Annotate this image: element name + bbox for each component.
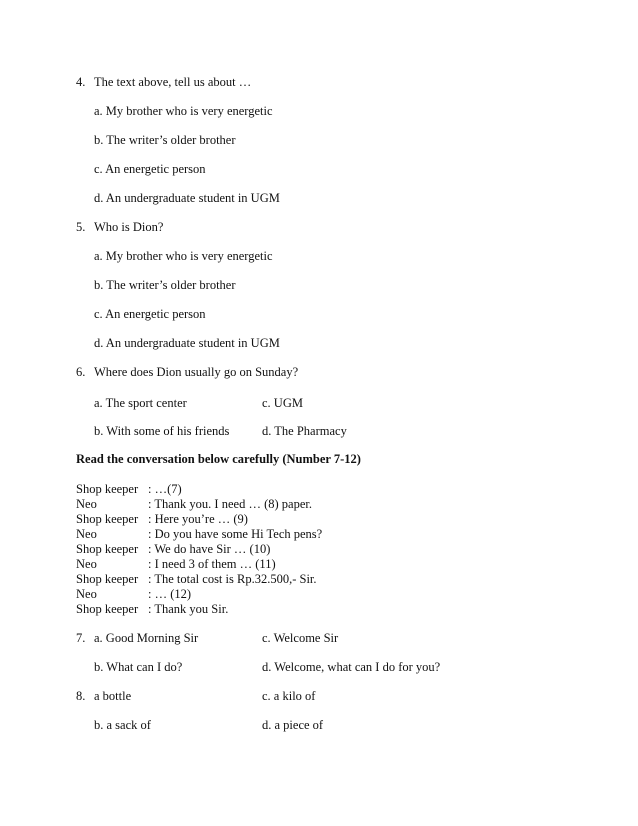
dialog-speaker: Neo xyxy=(76,587,97,601)
dialog-line: : The total cost is Rp.32.500,- Sir. xyxy=(148,572,317,586)
section-heading: Read the conversation below carefully (Number 7-12) xyxy=(76,452,361,466)
option-a: a. My brother who is very energetic xyxy=(94,249,273,263)
option-b: b. The writer’s older brother xyxy=(94,278,236,292)
question-number: 8. xyxy=(76,689,86,703)
option-c: c. UGM xyxy=(262,396,303,410)
option-d: d. An undergraduate student in UGM xyxy=(94,191,280,205)
option-a: a. Good Morning Sir xyxy=(94,631,199,645)
option-d: d. Welcome, what can I do for you? xyxy=(262,660,441,674)
option-c: c. An energetic person xyxy=(94,307,206,321)
dialog-line: : Thank you. I need … (8) paper. xyxy=(148,497,312,511)
option-b: b. a sack of xyxy=(94,718,151,732)
dialog-speaker: Shop keeper xyxy=(76,542,139,556)
dialog-line: : I need 3 of them … (11) xyxy=(148,557,276,571)
option-b: b. The writer’s older brother xyxy=(94,133,236,147)
dialog-speaker: Neo xyxy=(76,557,97,571)
dialog-speaker: Shop keeper xyxy=(76,512,139,526)
option-c: c. Welcome Sir xyxy=(262,631,339,645)
dialog-line: : Here you’re … (9) xyxy=(148,512,248,526)
option-a: a. The sport center xyxy=(94,396,187,410)
dialog-line: : We do have Sir … (10) xyxy=(148,542,271,556)
option-d: d. a piece of xyxy=(262,718,324,732)
option-c: c. a kilo of xyxy=(262,689,316,703)
option-d: d. An undergraduate student in UGM xyxy=(94,336,280,350)
option-b: b. What can I do? xyxy=(94,660,183,674)
option-d: d. The Pharmacy xyxy=(262,424,347,438)
question-number: 6. xyxy=(76,365,86,379)
question-text: Who is Dion? xyxy=(94,220,164,234)
question-number: 5. xyxy=(76,220,86,234)
dialog-line: : …(7) xyxy=(148,482,182,496)
question-number: 4. xyxy=(76,75,86,89)
question-number: 7. xyxy=(76,631,86,645)
dialog-speaker: Shop keeper xyxy=(76,482,139,496)
question-text: The text above, tell us about … xyxy=(94,75,252,89)
dialog-line: : … (12) xyxy=(148,587,192,601)
dialog-speaker: Neo xyxy=(76,527,97,541)
dialog-line: : Do you have some Hi Tech pens? xyxy=(148,527,323,541)
option-c: c. An energetic person xyxy=(94,162,206,176)
dialog-speaker: Neo xyxy=(76,497,97,511)
dialog-speaker: Shop keeper xyxy=(76,572,139,586)
option-a: a. My brother who is very energetic xyxy=(94,104,273,118)
option-a: a bottle xyxy=(94,689,132,703)
question-text: Where does Dion usually go on Sunday? xyxy=(94,365,299,379)
dialog-speaker: Shop keeper xyxy=(76,602,139,616)
option-b: b. With some of his friends xyxy=(94,424,230,438)
dialog-line: : Thank you Sir. xyxy=(148,602,229,616)
